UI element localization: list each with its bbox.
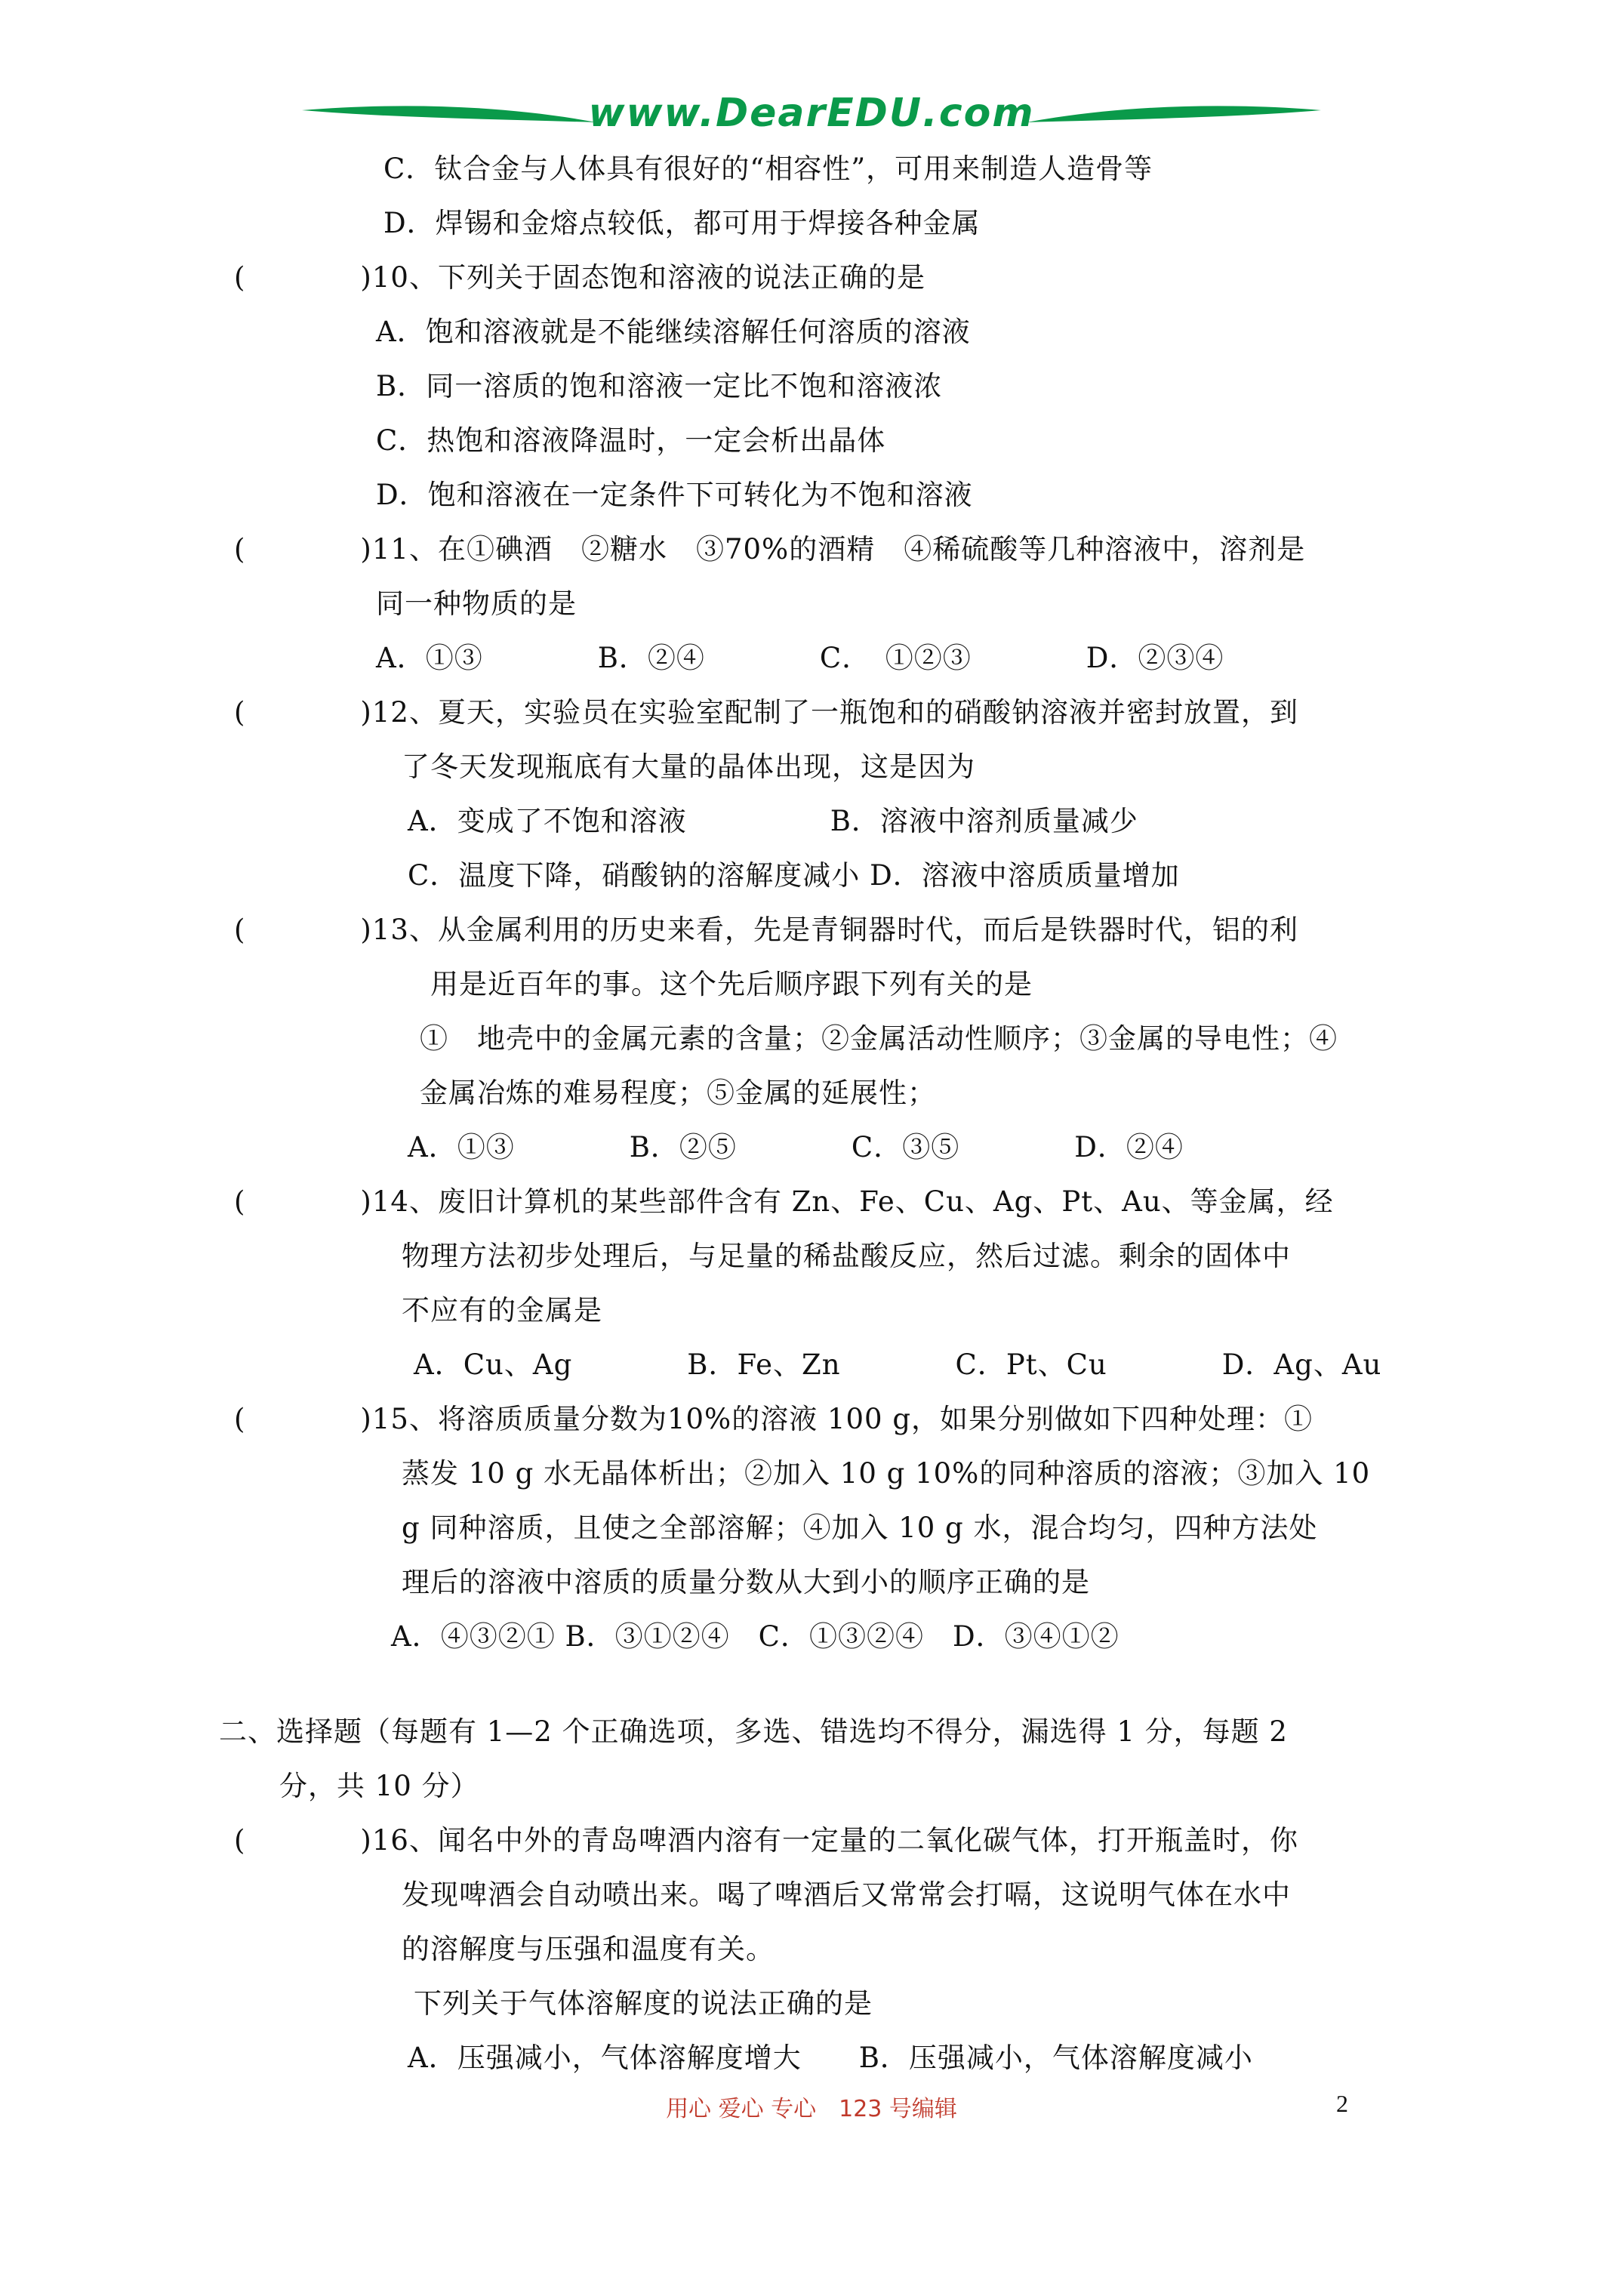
question-11-cont: 同一种物质的是	[376, 587, 577, 620]
options-ab-q16: A．压强减小，气体溶解度增大 B．压强减小，气体溶解度减小	[408, 2042, 1253, 2074]
option-c-q10: C．热饱和溶液降温时，一定会析出晶体	[376, 424, 886, 457]
question-15-cont3: 理后的溶液中溶质的质量分数从大到小的顺序正确的是	[402, 1566, 1090, 1598]
options-q14: A．Cu、Ag B．Fe、Zn C．Pt、Cu D．Ag、Au	[414, 1348, 1382, 1381]
options-cd-q12: C．温度下降，硝酸钠的溶解度减小 D．溶液中溶质质量增加	[408, 859, 1180, 892]
question-12-cont: 了冬天发现瓶底有大量的晶体出现，这是因为	[402, 750, 975, 783]
site-logo-text: www.DearEDU.com	[588, 91, 1035, 136]
question-13-items-cont: 金属冶炼的难易程度；⑤金属的延展性；	[420, 1077, 936, 1109]
option-b-q10: B．同一溶质的饱和溶液一定比不饱和溶液浓	[376, 370, 943, 402]
question-11: ( )11、在①碘酒 ②糖水 ③70%的酒精 ④稀硫酸等几种溶液中，溶剂是	[234, 533, 1306, 566]
question-10: ( )10、下列关于固态饱和溶液的说法正确的是	[234, 261, 925, 294]
options-q15: A．④③②① B．③①②④ C．①③②④ D．③④①②	[391, 1620, 1119, 1653]
question-16-stem: 下列关于气体溶解度的说法正确的是	[414, 1987, 873, 2020]
question-12: ( )12、夏天，实验员在实验室配制了一瓶饱和的硝酸钠溶液并密封放置，到	[234, 696, 1298, 729]
options-ab-q12: A．变成了不饱和溶液 B．溶液中溶剂质量减少	[408, 805, 1138, 837]
question-16: ( )16、闻名中外的青岛啤酒内溶有一定量的二氧化碳气体，打开瓶盖时，你	[234, 1824, 1298, 1857]
option-d-q9: D．焊锡和金熔点较低，都可用于焊接各种金属	[383, 207, 981, 239]
options-q13: A．①③ B．②⑤ C．③⑤ D．②④	[408, 1131, 1184, 1163]
options-q11: A．①③ B．②④ C． ①②③ D．②③④	[376, 642, 1224, 674]
question-13: ( )13、从金属利用的历史来看，先是青铜器时代，而后是铁器时代，铝的利	[234, 914, 1298, 946]
question-16-cont: 发现啤酒会自动喷出来。喝了啤酒后又常常会打嗝，这说明气体在水中	[402, 1878, 1291, 1911]
section-2-heading-cont: 分，共 10 分）	[279, 1770, 479, 1802]
question-15-cont: 蒸发 10 g 水无晶体析出；②加入 10 g 10%的同种溶质的溶液；③加入 10	[402, 1457, 1371, 1490]
section-2-heading: 二、选择题（每题有 1—2 个正确选项，多选、错选均不得分，漏选得 1 分，每题 2	[219, 1715, 1288, 1748]
option-d-q10: D．饱和溶液在一定条件下可转化为不饱和溶液	[376, 479, 973, 511]
question-14-cont: 物理方法初步处理后，与足量的稀盐酸反应，然后过滤。剩余的固体中	[402, 1240, 1291, 1272]
question-15-cont2: g 同种溶质，且使之全部溶解；④加入 10 g 水，混合均匀，四种方法处	[402, 1512, 1318, 1544]
question-13-cont: 用是近百年的事。这个先后顺序跟下列有关的是	[430, 968, 1033, 1000]
question-14-cont2: 不应有的金属是	[402, 1294, 602, 1327]
site-header	[302, 89, 1321, 149]
question-15: ( )15、将溶质质量分数为10%的溶液 100 g，如果分别做如下四种处理：①	[234, 1403, 1313, 1435]
question-14: ( )14、废旧计算机的某些部件含有 Zn、Fe、Cu、Ag、Pt、Au、等金属，经	[234, 1185, 1334, 1218]
question-13-items: ① 地壳中的金属元素的含量；②金属活动性顺序；③金属的导电性；④	[420, 1022, 1338, 1055]
page-number: 2	[1336, 2090, 1348, 2117]
question-16-cont2: 的溶解度与压强和温度有关。	[402, 1933, 775, 1965]
footer-note: 用心 爱心 专心 123 号编辑	[666, 2096, 957, 2122]
option-a-q10: A．饱和溶液就是不能继续溶解任何溶质的溶液	[376, 316, 971, 348]
option-c-q9: C．钛合金与人体具有很好的“相容性”，可用来制造人造骨等	[383, 153, 1153, 185]
